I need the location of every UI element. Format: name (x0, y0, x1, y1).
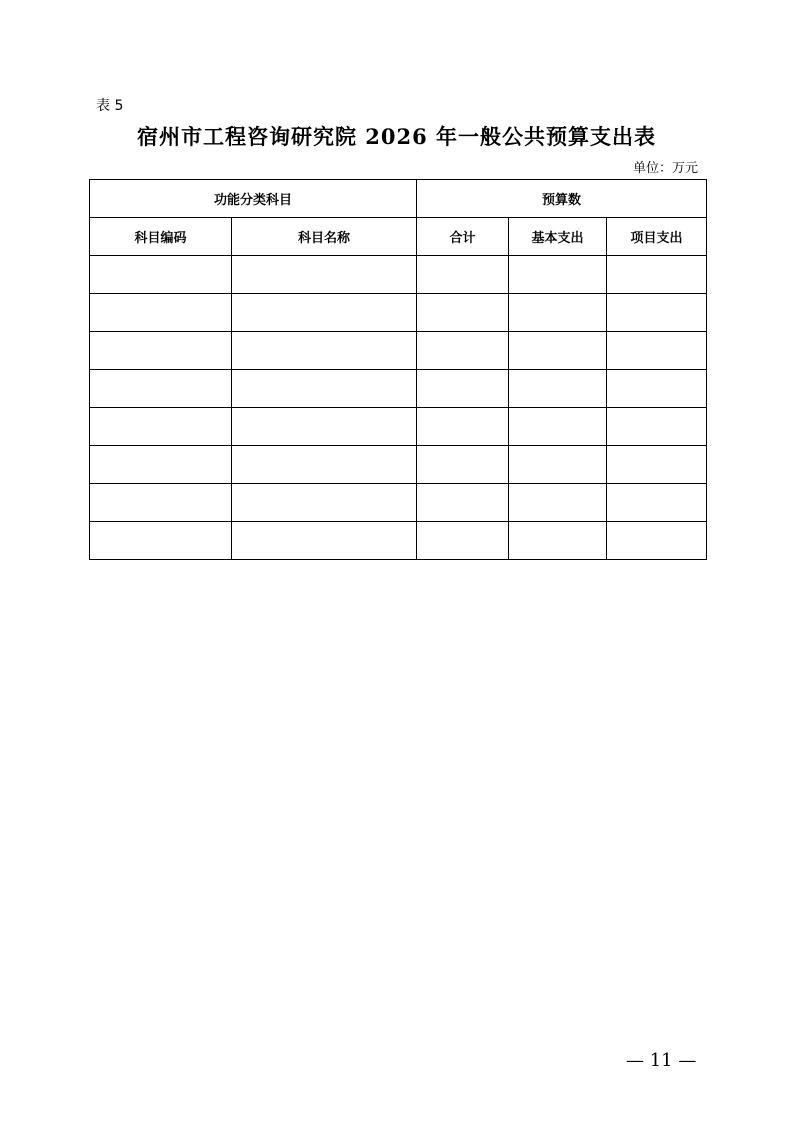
table-body (90, 256, 707, 560)
table-cell (509, 446, 607, 484)
table-cell (607, 484, 707, 522)
table-cell (417, 408, 509, 446)
table-cell (509, 256, 607, 294)
table-cell (232, 294, 417, 332)
table-cell (607, 408, 707, 446)
table-cell (90, 370, 232, 408)
table-cell (90, 332, 232, 370)
table-cell (607, 256, 707, 294)
table-cell (509, 484, 607, 522)
table-row (90, 408, 707, 446)
table-cell (417, 370, 509, 408)
table-row (90, 522, 707, 560)
table-cell (509, 370, 607, 408)
group-header-functional-classification: 功能分类科目 (90, 180, 417, 218)
column-header-basic-expenditure: 基本支出 (509, 218, 607, 256)
table-cell (509, 408, 607, 446)
table-cell (607, 522, 707, 560)
table-cell (417, 294, 509, 332)
table-cell (607, 294, 707, 332)
table-cell (417, 446, 509, 484)
table-cell (509, 332, 607, 370)
table-cell (607, 332, 707, 370)
table-cell (90, 256, 232, 294)
table-cell (417, 332, 509, 370)
column-header-row (90, 218, 707, 256)
table-cell (232, 332, 417, 370)
table-cell (232, 484, 417, 522)
table-cell (232, 446, 417, 484)
table-cell (232, 256, 417, 294)
table-cell (90, 484, 232, 522)
table-cell (232, 408, 417, 446)
group-header-budget-amount: 预算数 (417, 180, 707, 218)
table-cell (607, 446, 707, 484)
table-cell (417, 522, 509, 560)
table-cell (90, 408, 232, 446)
table-label: 表 5 (96, 98, 124, 114)
table-cell (417, 484, 509, 522)
page-number: — 11 — (626, 1050, 697, 1071)
table-cell (417, 256, 509, 294)
table-cell (90, 294, 232, 332)
table-cell (232, 370, 417, 408)
table-row (90, 370, 707, 408)
table-cell (90, 522, 232, 560)
column-header-total: 合计 (417, 218, 509, 256)
table-cell (607, 370, 707, 408)
table-row (90, 294, 707, 332)
table-cell (509, 522, 607, 560)
column-header-name: 科目名称 (232, 218, 417, 256)
table-cell (509, 294, 607, 332)
unit-label: 单位：万元 (632, 161, 698, 176)
table-row (90, 484, 707, 522)
table-row (90, 332, 707, 370)
table-row (90, 256, 707, 294)
table-cell (90, 446, 232, 484)
group-header-row (90, 180, 707, 218)
column-header-code: 科目编码 (90, 218, 232, 256)
column-header-project-expenditure: 项目支出 (607, 218, 707, 256)
budget-table (89, 179, 707, 560)
table-cell (232, 522, 417, 560)
page-title: 宿州市工程咨询研究院 2026 年一般公共预算支出表 (136, 124, 657, 149)
table-row (90, 446, 707, 484)
